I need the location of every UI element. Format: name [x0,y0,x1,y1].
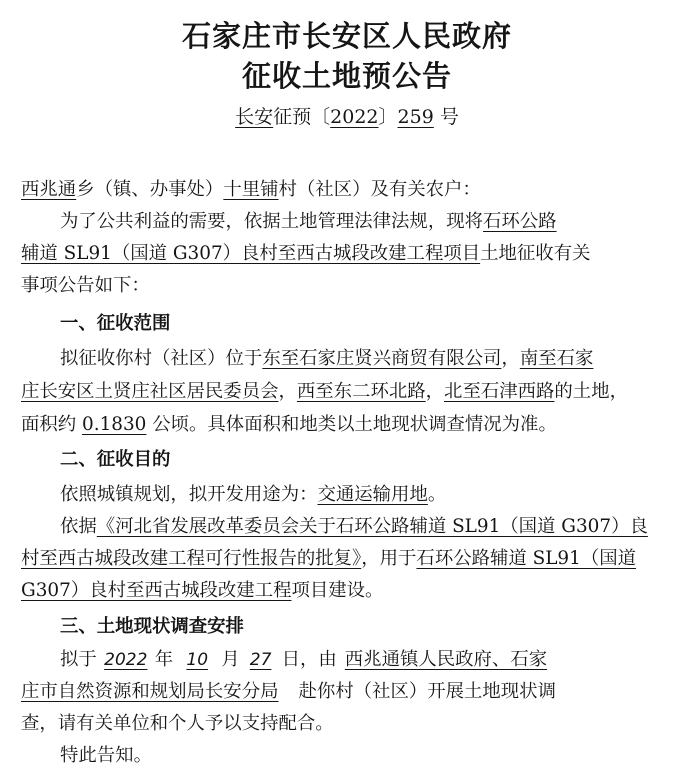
doc-no-part-a: 长安 [235,106,274,128]
survey-text-b: 赴你村（社区）开展土地现状调 [298,681,556,702]
closing-remark: 特此告知。 [60,745,152,766]
purpose-approval-doc-part2: 村至西古城段改建工程可行性报告的批复》 [21,548,362,569]
addressee-line [21,176,481,204]
purpose-project-part2: G307）良村至西古城段改建工程 [21,580,292,601]
doc-no-part-d: 号 [433,106,459,128]
doc-no-part-c: 〕 [378,106,398,128]
scope-area-value: 0.1830 [82,414,147,435]
scope-sep3: ， [425,381,445,402]
scope-text-d: 公顷。具体面积和地类以土地现状调查情况为准。 [146,414,557,435]
scope-text-c: 面积约 [21,414,83,435]
scope-east-boundary: 东至石家庄贤兴商贸有限公司 [262,348,502,369]
survey-line3: 查，请有关单位和个人予以支持配合。 [21,713,334,734]
purpose-text-b: 。 [427,484,447,505]
purpose-approval-doc-part1: 《河北省发展改革委员会关于石环公路辅道 SL91（国道 G307）良 [96,516,648,537]
doc-no-part-b: 征预〔 [273,106,331,128]
scope-south-boundary-part2: 庄长安区土贤庄社区居民委员会 [21,381,279,402]
purpose-text-e: 项目建设。 [291,580,384,601]
purpose-line2 [60,513,648,541]
paragraph-intro-line1 [60,208,557,236]
purpose-project-part1: 石环公路辅道 SL91（国道 [416,548,636,569]
survey-line1 [60,646,547,674]
scope-south-boundary-part1: 南至石家 [519,348,594,369]
document-title-line1: 石家庄市长安区人民政府 [181,19,512,53]
addressee-town: 西兆通 [21,179,77,200]
survey-organizer-part2: 庄市自然资源和规划局长安分局 [21,681,279,702]
survey-day-handwritten: 27 [249,650,272,670]
intro-project-name-part1: 石环公路 [483,211,557,232]
scope-west-boundary: 西至东二环北路 [296,381,426,402]
doc-no-number: 259 [397,106,434,128]
purpose-line3 [21,545,636,573]
intro-project-name-part2: 辅道 SL91（国道 G307）良村至西古城段改建工程项目 [21,243,481,264]
section-heading-scope: 一、征收范围 [60,313,171,334]
purpose-text-d: ，用于 [361,548,417,569]
document-title-line2: 征收土地预公告 [241,59,452,93]
survey-month-handwritten: 10 [186,650,209,670]
scope-north-boundary: 北至石津西路 [444,381,555,402]
addressee-mid: 乡（镇、办事处） [76,179,224,200]
document-number [0,104,694,130]
intro-text-a: 为了公共利益的需要，依据土地管理法律法规，现将 [60,211,483,232]
survey-organizer-part1: 西兆通镇人民政府、石家 [344,649,548,670]
paragraph-intro-line3: 事项公告如下： [21,275,150,296]
addressee-tail: 村（社区）及有关农户： [278,179,481,200]
scope-sep2: ， [278,381,297,402]
intro-text-b: 土地征收有关 [480,243,591,264]
scope-line2 [21,378,628,406]
scope-text-b: 的土地， [554,381,628,402]
survey-line2 [21,678,556,706]
doc-no-year: 2022 [330,106,379,128]
purpose-line1 [60,481,446,509]
survey-year-handwritten: 2022 [104,650,148,670]
survey-text-d: 日，由 [281,649,337,670]
scope-line1 [60,345,593,373]
survey-text-a: 拟于 [60,649,97,670]
survey-year-unit: 年 [154,649,174,670]
purpose-line4 [21,577,383,605]
addressee-village: 十里铺 [223,179,279,200]
survey-month-unit: 月 [221,649,240,670]
paragraph-intro-line2 [21,240,590,268]
scope-line3 [21,411,557,439]
purpose-text-c: 依据 [60,516,97,537]
section-heading-survey: 三、土地现状调查安排 [60,616,244,637]
scope-text-a: 拟征收你村（社区）位于 [60,348,263,369]
purpose-text-a: 依照城镇规划，拟开发用途为： [60,484,318,505]
section-heading-purpose: 二、征收目的 [60,449,171,470]
scope-sep1: ， [501,348,520,369]
purpose-land-use: 交通运输用地 [317,484,428,505]
